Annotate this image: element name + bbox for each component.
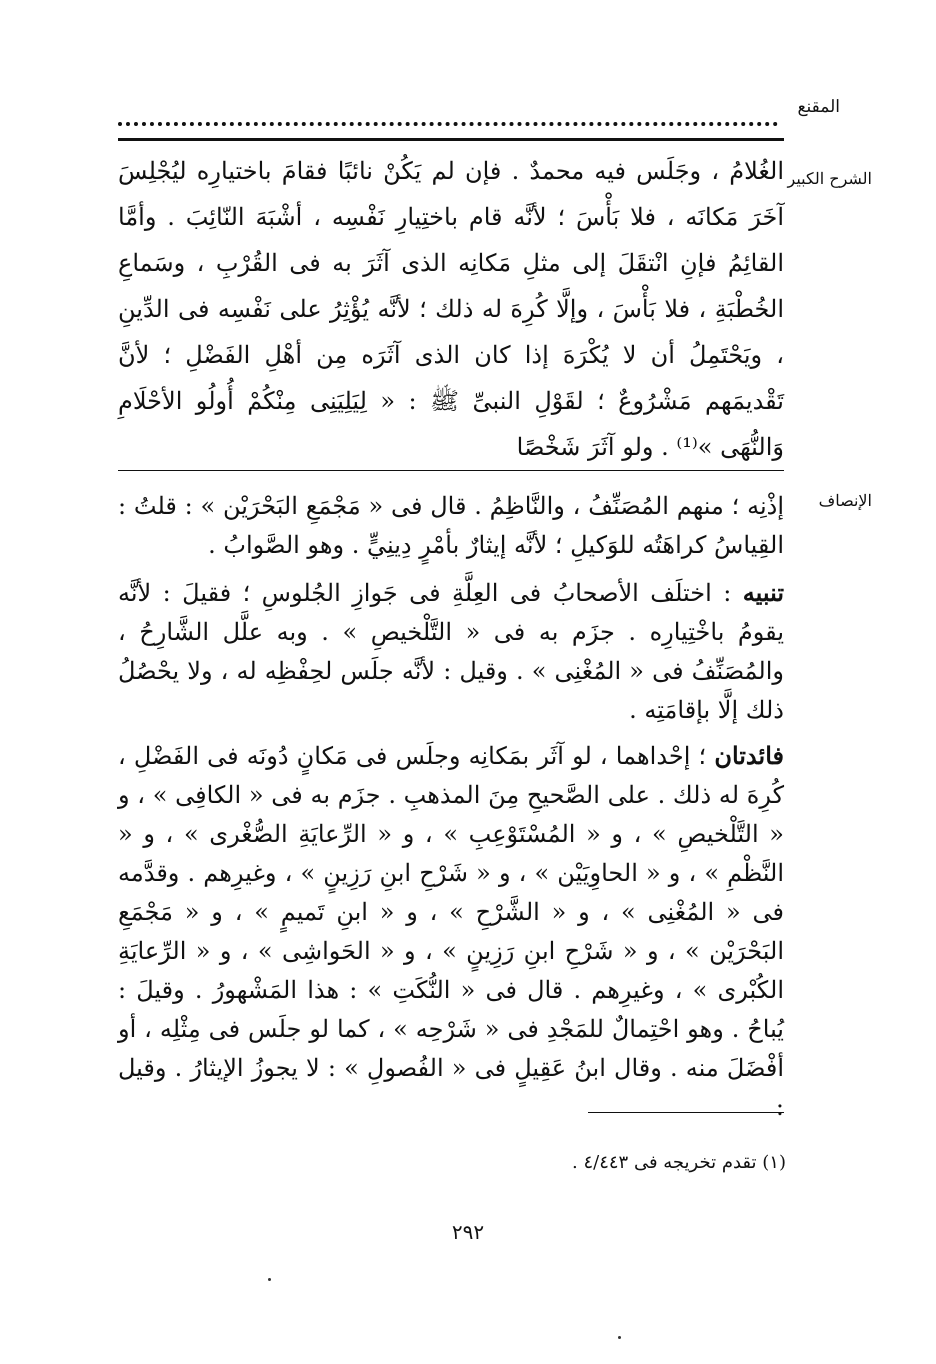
scan-speck	[618, 1336, 621, 1339]
insaf-paragraph-text: إذْنِه ؛ منهم المُصَنِّفُ ، والنَّاظِمُ . قال فى « مَجْمَعِ البَحْرَيْن » : قلتُ : القِياسُ كراهَتُه للوَكيلِ ؛ لأنَّه إيثارٌ بأمْرٍ دِينِيٍّ . وهو الصَّوابُ .	[118, 492, 784, 559]
page-number: ٢٩٢	[451, 1220, 485, 1244]
header-dotted-rule	[118, 118, 778, 126]
insaf-paragraph	[118, 486, 784, 565]
sharh-section-label: الشرح الكبير	[787, 169, 872, 188]
faidatan-lead: فائدتان	[714, 741, 784, 770]
sharh-paragraph: الغُلامُ ، وجَلَس فيه محمدٌ . فإن لم يَكُنْ نائبًا فقامَ باختيارِه ليُجْلِسَ آخَرَ مَكانَه ، فلا بَأْسَ ؛ لأنَّه قام باختِيارِ نَفْسِه ، أشْبَهَ النّائِبَ . وأمَّا القائِمُ فإنِ انْتقَلَ إلى مثلِ مَكانِه الذى آثَرَ به فى القُرْبِ ، وسَماعِ الخُطْبَةِ ، فلا بَأْسَ ، وإلَّا كُرِهَ له ذلك ؛ لأنَّه يُؤْثِرُ على نَفْسِه فى الدِّينِ ، ويَحْتَمِلُ أن لا يُكْرَهَ إذا كان الذى آثَرَه مِن أهْلِ الفَضْلِ ؛ لأنَّ تَقْديمَهم مَشْرُوعٌ ؛ لقَوْلِ النبىِّ ﷺ : « لِيَلِيَنِى مِنْكُمْ أُولُو الأحْلَامِ وَالنُّهَى »⁽¹⁾ . ولو آثَرَ شَخْصًا	[118, 157, 784, 461]
header-rule	[118, 138, 784, 141]
section-divider	[118, 470, 784, 471]
tanbih-text: : اختلَف الأصحابُ فى العِلَّةِ فى جَوازِ الجُلوسِ ؛ فقيلَ : لأنَّه يقومُ باخْتِيارِه . جزَم به فى « التَّلْخيصِ » . وبه علَّل الشَّارِحُ ، والمُصَنِّفُ فى « المُغْنِى » . وقيل : لأنَّه جلَس لحِفْظِه له ، ولا يحْصُلُ ذلك إلَّا بإقامَتِه .	[118, 579, 784, 724]
sharh-text-block	[118, 148, 784, 470]
running-header-title: المقنع	[797, 97, 840, 117]
footnote: (١) تقدم تخريجه فى ٤/٤٤٣ .	[572, 1152, 786, 1173]
insaf-section-label: الإنصاف	[818, 491, 872, 510]
insaf-text-block	[118, 486, 784, 1133]
insaf-paragraph-faidatan	[118, 736, 784, 1127]
scan-speck	[268, 1278, 271, 1281]
insaf-paragraph-tanbih	[118, 573, 784, 730]
footnote-rule	[588, 1112, 784, 1113]
faidatan-text: ؛ إحْداهما ، لو آثَر بمَكانِه وجلَس فى مَكانٍ دُونَه فى الفَضْلِ ، كُرِهَ له ذلك . على الصَّحيحِ مِنَ المذهبِ . جزَم به فى « الكافِى » ، و « التَّلْخيصِ » ، و « المُسْتَوْعِبِ » ، و « الرِّعايَةِ الصُّغْرى » ، و « النَّظْمِ » ، و « الحاوِيَيْن » ، و « شَرْحِ ابنِ رَزِينٍ » ، وغيرِهم . وقدَّمه فى « المُغْنِى » ، و « الشَّرْحِ » ، و « ابنِ تَميمٍ » ، و « مَجْمَعِ البَحْرَيْن » ، و « شَرْحِ ابنِ رَزِينٍ » ، و « الحَواشِى » ، و « الرِّعايَةِ الكُبْرى » ، وغيرِهم . قال فى « النُّكَتِ » : هذا المَشْهورُ . وقيلَ : يُباحُ . وهو احْتِمالٌ للمَجْدِ فى « شَرْحِه » ، كما لو جلَس فى مِثْلِه ، أو أفْضَلَ منه . وقال ابنُ عَقِيلٍ فى « الفُصولِ » : لا يجوزُ الإيثارُ . وقيل :	[118, 742, 784, 1121]
tanbih-lead: تنبيه	[742, 578, 784, 607]
